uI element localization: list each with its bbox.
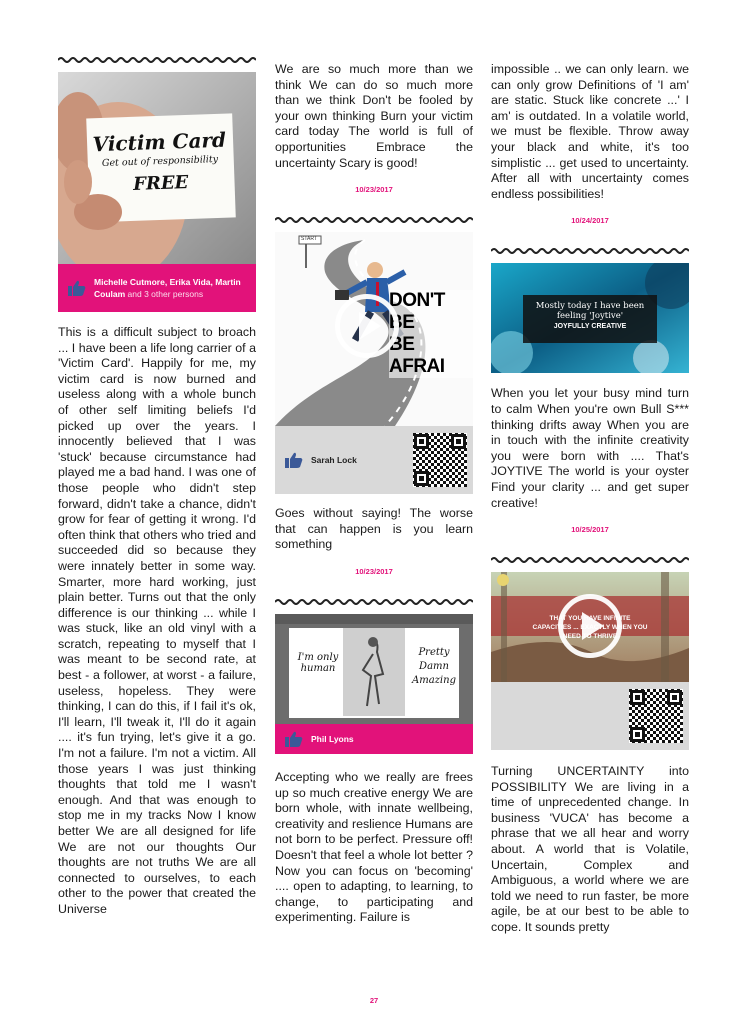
- image-free: FREE: [132, 172, 189, 195]
- column-middle: [275, 62, 473, 926]
- thumbs-up-icon[interactable]: [285, 452, 303, 468]
- post-text-middle: When you let your busy mind turn to calm When you're own Bull S*** thinking drifts away When you are in touch with the infinite creativity you were born with .... That's JOYTIVE The world is your oyster Find your clarity ... and get super creative!: [491, 386, 689, 510]
- page-number: 27: [369, 996, 379, 1005]
- column-right: [491, 62, 689, 936]
- image-text: THAT YOU HAVE INFINITE CAPACITIES ... EXACTLY WHEN YOU NEED TO THRIVE: [532, 615, 648, 641]
- post-card-dont-be-afraid[interactable]: [275, 232, 473, 494]
- like-bar: [275, 724, 473, 754]
- post-date: 10/24/2017: [571, 216, 609, 226]
- image-text-right: Pretty Damn Amazing: [412, 646, 456, 686]
- column-left: [58, 56, 256, 918]
- liker-name: Sarah Lock: [311, 455, 357, 466]
- wavy-divider: [275, 216, 473, 224]
- image-text-line2: BE AFRAI: [389, 334, 445, 378]
- thumbs-up-icon[interactable]: [285, 731, 303, 747]
- image-line3: JOYFULLY CREATIVE: [553, 323, 627, 331]
- liker-names-text: Michelle Cutmore, Erika Vida, Martin Coulam: [94, 277, 241, 299]
- liker-name: Phil Lyons: [311, 733, 354, 744]
- wavy-divider: [491, 247, 689, 255]
- like-bar: [275, 426, 473, 494]
- qr-code: [629, 689, 683, 743]
- post-text-bottom: Accepting who we really are frees up so much creative energy We are born whole, with innate wellbeing, creativity and reslience Humans are not born to be perfect. Pressure off! Doesn't that feel a whole lot better ? Now you can focus on 'becoming' .... open to adapting, to learning, to change, to participating and experimenting. Failure is: [275, 769, 473, 925]
- image-title: Victim Card: [92, 127, 227, 157]
- qr-code: [413, 433, 467, 487]
- wavy-divider: [491, 556, 689, 564]
- post-text-top: We are so much more than we think We can do so much more than we think Don't be fooled by your own thinking Burn your victim card today The world is full of opportunities Embrace the uncertainty Scary is good!: [275, 62, 473, 170]
- post-card-joytive[interactable]: [491, 263, 689, 373]
- post-date: 10/23/2017: [355, 566, 393, 576]
- liker-names: [94, 276, 246, 300]
- like-bar: [491, 682, 689, 750]
- thumbs-up-icon[interactable]: [68, 280, 86, 296]
- image-text-line1: DON'T BE: [389, 290, 445, 334]
- sign-text: START: [301, 236, 317, 243]
- image-line1: Mostly today I have been: [535, 301, 645, 312]
- post-date: 10/25/2017: [571, 525, 609, 535]
- play-icon[interactable]: [335, 294, 399, 358]
- liker-extra-text: and 3 other persons: [125, 289, 204, 299]
- post-text-top: impossible .. we can only learn. we can only grow Definitions of 'I am' are static. Stuck like concrete ...' I am' is outdated. In a volatile world, we must be flexible. Throw away your black and white, it's too simplistic ... get used to uncertainty. After all with uncertainty comes endless possibilities!: [491, 62, 689, 201]
- image-text-left: I'm only human: [297, 651, 339, 674]
- post-card-victim[interactable]: [58, 72, 256, 312]
- wavy-divider: [58, 56, 256, 64]
- like-bar: [58, 264, 256, 312]
- image-line2: feeling 'Joytive': [556, 311, 624, 322]
- post-text-middle: Goes without saying! The worse that can happen is you learn something: [275, 506, 473, 552]
- post-text-bottom: Turning UNCERTAINTY into POSSIBILITY We are living in a time of unprecedented change. In business 'VUCA' has become a phrase that we all hear and worry about. A world that is Volatile, Uncertain, Complex and Ambiguous, a world where we are told we need to run faster, be more agile, be at our best to be able to cope. It sounds pretty: [491, 764, 689, 935]
- post-card-human[interactable]: [275, 614, 473, 754]
- image-subtitle: Get out of responsibility: [101, 153, 219, 170]
- post-card-possibility[interactable]: [491, 572, 689, 750]
- wavy-divider: [275, 598, 473, 606]
- post-body-victim: This is a difficult subject to broach ... I have been a life long carrier of a 'Victim Card'. Happily for me, my victim card is now burned and useless along with a whole bunch of other self limiting beliefs I'd picked up over the years. I innocently believed that I was 'stuck' because circumstance had played me a bad hand. I was one of those people who didn't step forward, didn't take a chance, didn't grow for fear of getting it wrong. I'd often think that others who tried and succeeded did so because they were innately better in some way. Smarter, more hard working, just plain better. Turns out that the only difference is our thinking ... while I was stuck, like an old vinyl with a scratch, repeating to myself that I was meant to be second rate, at best - a follower, at worst - a failure, useless, hopeless. They were thinking, I can do this, if I fail it's ok, I'll learn, I'll tweak it, I'll do it again .... it's fun trying, let's give it a go. I'm not a failure. I'm not a victim. All those years I was just thinking thoughts that told me I wasn't enough. And that was enough to stop me in my tracks Now I know better We are all designed for life We are not our thoughts Our thoughts are not truths We are all connected to ourselves, to each other to the power that created the Universe: [58, 325, 256, 916]
- play-icon[interactable]: [558, 594, 622, 658]
- post-date: 10/23/2017: [355, 185, 393, 195]
